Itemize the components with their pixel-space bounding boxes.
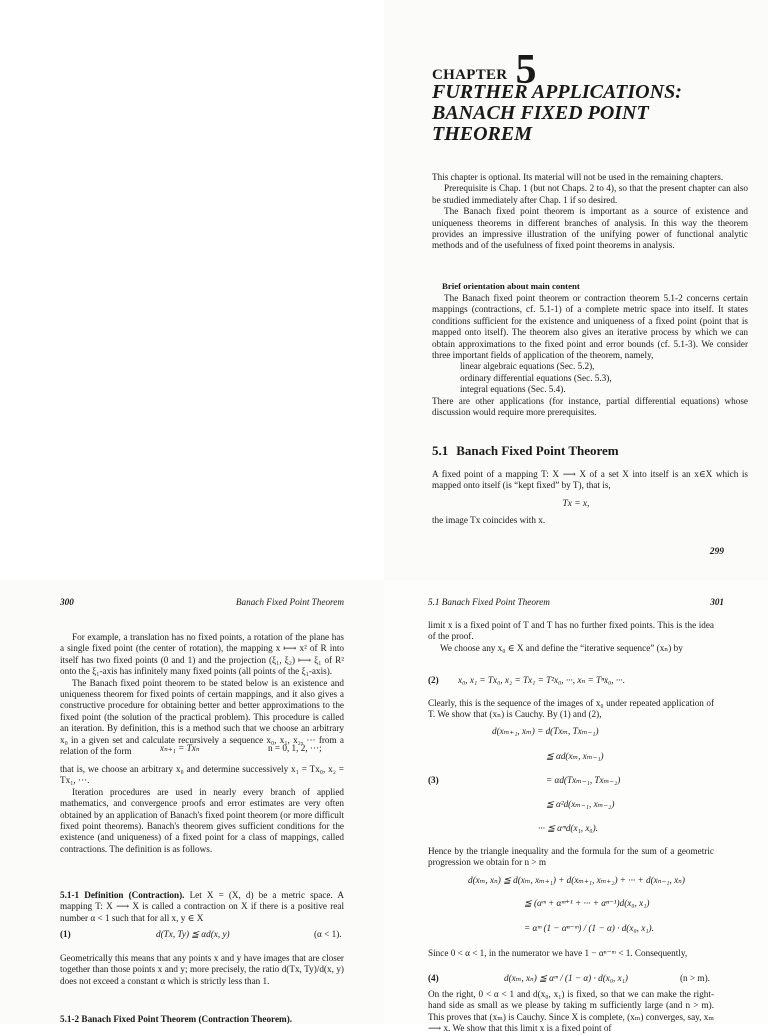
chapter-word: CHAPTER [432, 67, 508, 83]
chain-line: = αd(Txₘ₋₁, Txₘ₋₂) [546, 775, 621, 785]
fixed-point-definition: A fixed point of a mapping T: X ⟶ X of a set X into itself is an x∈X which is mapped onto itself (is “kept fixed” by T), that is, [432, 469, 748, 491]
chain-line: ··· ≦ αᵐd(x₁, x₀). [538, 823, 598, 833]
paragraph: limit x is a fixed point of T and T has no further fixed points. This is the idea of the proof. [428, 620, 714, 642]
applications-list [432, 361, 748, 395]
sum-line: d(xₘ, xₙ) ≦ d(xₘ, xₘ₊₁) + d(xₘ₊₁, xₘ₊₂) + ··· + d(xₙ₋₁, xₙ) [468, 875, 685, 885]
section-title: Banach Fixed Point Theorem [456, 443, 619, 458]
page-number: 300 [60, 597, 74, 607]
chapter-title-line-3: THEOREM [432, 123, 533, 145]
paragraph: The Banach fixed point theorem to be stated below is an existence and uniqueness theorem for fixed points of certain mappings, and it also gives a constructive procedure for obtaining better and better approximations to the fixed point (the solution of the practical problem). This procedure is called an iteration. By definition, this is a method such that we choose an arbitrary x₀ in a given set and calculate recursively a sequence x₀, x₁, x₂, ··· from a relation of the form [60, 677, 344, 757]
list-item: integral equations (Sec. 5.4). [460, 384, 566, 395]
definition-heading: 5.1-1 Definition (Contraction). [60, 890, 185, 900]
page-number: 299 [709, 547, 724, 557]
fixed-point-equation: Tx = x, [562, 499, 590, 509]
iterative-sequence-equation: x₀, x₁ = Tx₀, x₂ = Tx₁ = T²x₀, ···, xₙ = Tⁿx₀, ···. [458, 675, 626, 685]
sum-line: ≦ (αᵐ + αᵐ⁺¹ + ··· + αⁿ⁻¹)d(x₀, x₁) [524, 898, 650, 908]
closing-text: There are other applications (for instance, partial differential equations) whose discussion would require more prerequisites. [432, 395, 748, 418]
chain-line: ≦ αd(xₘ, xₘ₋₁) [546, 751, 604, 761]
definition-contraction [60, 890, 344, 924]
error-bound-equation: d(xₘ, xₙ) ≦ αᵐ / (1 − α) · d(x₀, x₁) [504, 973, 628, 983]
blank-page [0, 0, 384, 580]
contraction-inequality: d(Tx, Ty) ≦ αd(x, y) [156, 929, 230, 939]
chain-line: ≦ α²d(xₘ₋₁, xₘ₋₂) [546, 799, 615, 809]
definition-text: Let X = (X, d) be a metric space. A mapping T: X ⟶ X is called a contraction on X if there is a positive real number α < 1 such that for all x, y ∈ X [60, 890, 345, 923]
equation-label: (3) [428, 775, 439, 785]
intro-paragraph-2: Prerequisite is Chap. 1 (but not Chaps. 2 to 4), so that the present chapter can also be studied immediately after Chap. 1 if so desired. [432, 183, 748, 205]
paragraph: Hence by the triangle inequality and the formula for the sum of a geometric progression we obtain for n > m [428, 846, 714, 868]
section-number: 5.1 [432, 443, 449, 458]
chapter-title-line-1: FURTHER APPLICATIONS: [432, 81, 682, 103]
page-300-text-block-2 [60, 764, 344, 855]
orientation-block [432, 293, 748, 418]
intro-paragraph-1: This chapter is optional. Its material will not be used in the remaining chapters. [432, 172, 724, 182]
theorem-heading: 5.1-2 Banach Fixed Point Theorem (Contraction Theorem). [60, 1014, 293, 1024]
page-301 [384, 580, 768, 1034]
list-item: ordinary differential equations (Sec. 5.3), [460, 372, 612, 383]
running-head: Banach Fixed Point Theorem [235, 597, 344, 607]
chapter-opening-page [384, 0, 768, 580]
equation-label: (4) [428, 973, 439, 983]
list-item: linear algebraic equations (Sec. 5.2), [460, 361, 595, 372]
contraction-condition: (α < 1). [314, 929, 342, 939]
page-number: 301 [710, 597, 724, 607]
section-heading [432, 443, 619, 459]
equation-label: (1) [60, 929, 71, 939]
chain-line: d(xₘ₊₁, xₘ) = d(Txₘ, Txₘ₋₁) [492, 726, 599, 736]
chapter-number: 5 [515, 47, 537, 93]
page-301-text-block [428, 620, 714, 654]
intro-paragraph-3: The Banach fixed point theorem is important as a source of existence and uniqueness theorems in different branches of analysis. In this way the theorem provides an impressive illustration of the unifying power of functional analytic methods and of the usefulness of fixed point theorems in analysis. [432, 206, 748, 251]
geometric-interpretation: Geometrically this means that any points x and y have images that are closer together than those points x and y; more precisely, the ratio d(Tx, Ty)/d(x, y) does not exceed a constant α which is strictly less than 1. [60, 953, 344, 986]
paragraph: On the right, 0 < α < 1 and d(x₀, x₁) is fixed, so that we can make the right-hand side as small as we please by taking m sufficiently large (and n > m). This proves that (xₘ) is Cauchy. Since X is complete, (xₘ) converges, say, xₘ ⟶ x. We show that this limit x is a fixed point of [428, 989, 714, 1034]
orientation-heading: Brief orientation about main content [442, 281, 580, 291]
paragraph: For example, a translation has no fixed points, a rotation of the plane has a single fixed point (the center of rotation), the mapping x ⟼ x² of R into itself has two fixed points (0 and 1) and the projection (ξ₁, ξ₂) ⟼ ξ₁ of R² onto the ξ₁-axis has infinitely many fixed points (all points of the ξ₁-axis). [60, 632, 344, 677]
paragraph: Clearly, this is the sequence of the images of x₀ under repeated application of T. We show that (xₙ) is Cauchy. By (1) and (2), [428, 698, 714, 720]
paragraph: Iteration procedures are used in nearly every branch of applied mathematics, and convergence proofs and error estimates are very often obtained by an application of Banach's fixed point theorem (or more difficult fixed point theorems). Banach's theorem gives sufficient conditions for the existence (and uniqueness) of a fixed point for a class of mappings, called contractions. The definition is as follows. [60, 786, 344, 854]
error-bound-condition: (n > m). [680, 973, 710, 983]
paragraph: that is, we choose an arbitrary x₀ and determine successively x₁ = Tx₀, x₂ = Tx₁, ···. [60, 764, 344, 786]
chapter-intro [432, 172, 748, 252]
iteration-equation: xₙ₊₁ = Txₙ [160, 743, 200, 753]
page-300-text-block [60, 632, 344, 757]
page-300 [0, 580, 384, 1024]
paragraph: Since 0 < α < 1, in the numerator we have 1 − αⁿ⁻ᵐ < 1. Consequently, [428, 948, 688, 958]
paragraph: We choose any x₀ ∈ X and define the “iterative sequence” (xₙ) by [440, 642, 683, 653]
chapter-title [432, 82, 752, 145]
running-head: 5.1 Banach Fixed Point Theorem [428, 597, 550, 607]
orientation-text: The Banach fixed point theorem or contraction theorem 5.1-2 concerns certain mappings (contractions, cf. 5.1-1) of a complete metric space into itself. It states conditions sufficient for the existence and uniqueness of a fixed point (point that is mapped onto itself). The theorem also gives an iterative process by which we can obtain approximations to the fixed point and error bounds (cf. 5.1-3). We consider three important fields of application of the theorem, namely, [432, 293, 748, 361]
sum-line: = αᵐ (1 − αⁿ⁻ᵐ) / (1 − α) · d(x₀, x₁). [524, 923, 654, 933]
fixed-point-after-text: the image Tx coincides with x. [432, 515, 546, 525]
iteration-range: n = 0, 1, 2, ···; [268, 743, 322, 753]
equation-label: (2) [428, 675, 439, 685]
chapter-title-line-2: BANACH FIXED POINT [432, 102, 649, 124]
